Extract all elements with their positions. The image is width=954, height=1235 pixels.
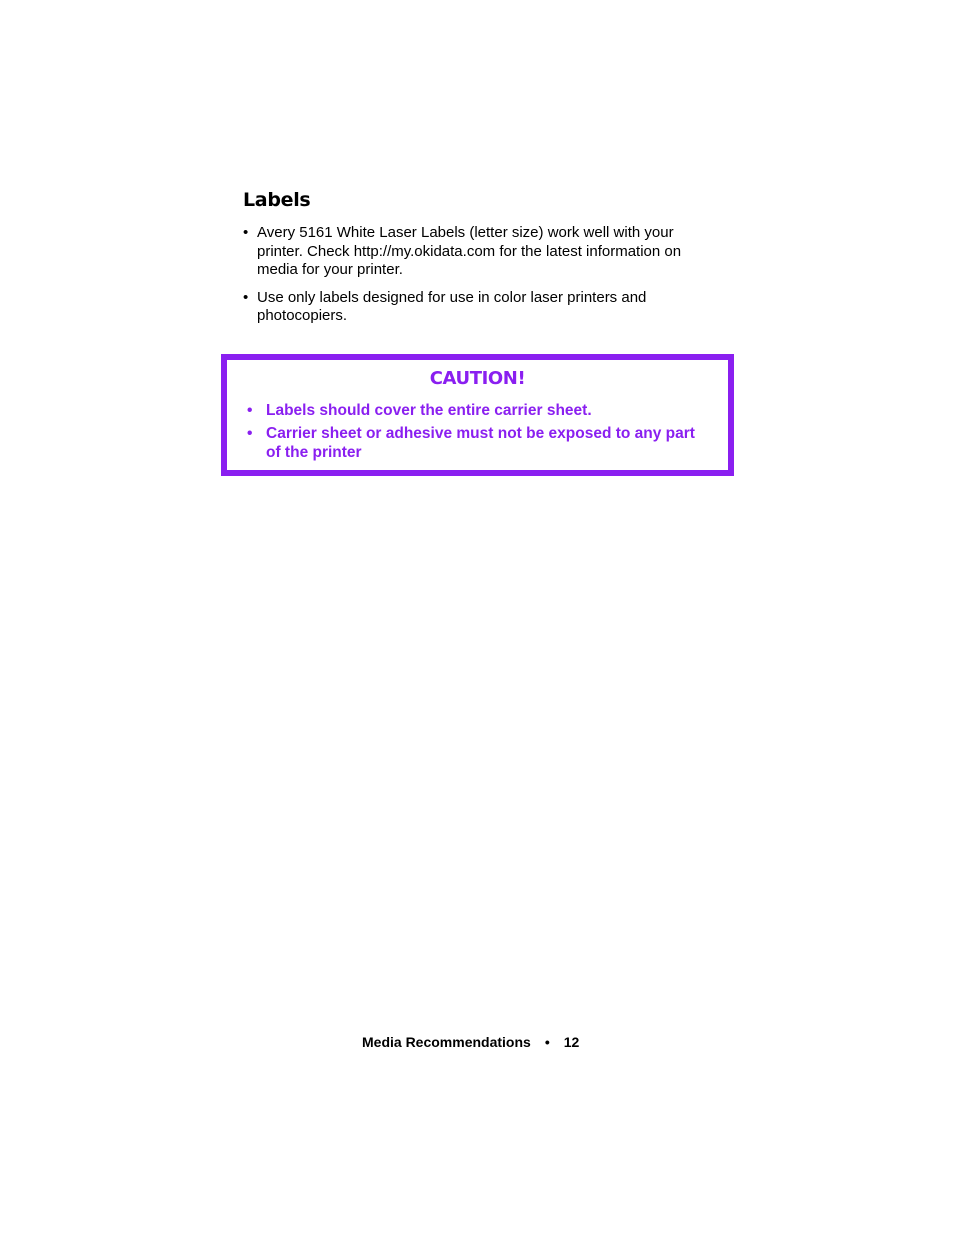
caution-item — [247, 424, 707, 462]
footer-chapter: Media Recommendations — [362, 1034, 531, 1050]
bullet-icon: • — [243, 288, 249, 306]
bullet-icon: • — [243, 224, 249, 241]
list-item — [243, 289, 713, 326]
bullet-list — [243, 224, 713, 335]
page-footer — [362, 1034, 579, 1050]
caution-title: CAUTION! — [429, 368, 526, 389]
caution-list — [247, 401, 707, 466]
caution-box — [221, 354, 734, 476]
caution-item — [247, 401, 707, 420]
caution-item-text: Carrier sheet or adhesive must not be exposed to any part of the printer — [266, 425, 695, 461]
bullet-icon: • — [247, 425, 253, 442]
bullet-text: Use only labels designed for use in color laser printers and photocopiers. — [257, 288, 647, 324]
list-item — [243, 224, 713, 280]
page-number: 12 — [563, 1034, 580, 1050]
bullet-icon: • — [247, 402, 253, 419]
caution-item-text: Labels should cover the entire carrier sheet. — [266, 402, 592, 419]
section-title: Labels — [243, 189, 311, 211]
bullet-text: Avery 5161 White Laser Labels (letter size) work well with your printer. Check http://my.okidata.com for the latest information on media for your printer. — [257, 224, 682, 278]
footer-separator: • — [544, 1034, 550, 1050]
